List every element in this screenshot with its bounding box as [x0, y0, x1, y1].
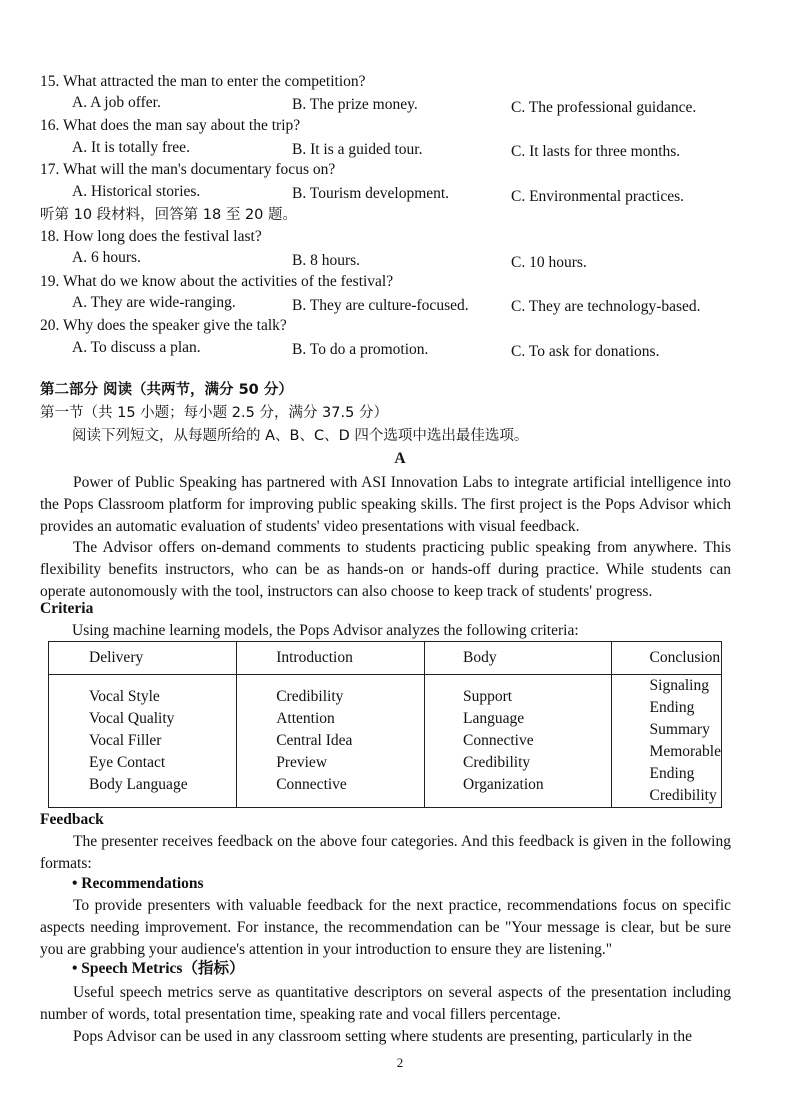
criteria-item: Credibility [463, 754, 531, 771]
recommendations-text: To provide presenters with valuable feedback for the next practice, recommendations focus on specific aspects needing improvement. For instance, the recommendation can be "Your message is clear, but be sure you are grabbing your audience's attention in your introduction to ensure they are listening." [40, 897, 731, 958]
criteria-item: Summary [649, 721, 710, 738]
body-cell [425, 675, 612, 808]
q19-option-a: A. They are wide-ranging. [72, 294, 236, 311]
passage-paragraph-1: Power of Public Speaking has partnered with ASI Innovation Labs to integrate artificial intelligence into the Pops Classroom platform for improving public speaking skills. The first project is the Pops Advisor which provides an automatic evaluation of students' video presentations with visual feedback. [40, 474, 731, 535]
criteria-item: Connective [463, 732, 534, 749]
criteria-table-row [49, 675, 722, 808]
q18-option-b: B. 8 hours. [292, 252, 361, 269]
q20-option-c: C. To ask for donations. [511, 343, 660, 360]
feedback-intro: The presenter receives feedback on the above four categories. And this feedback is given in the following formats: [40, 833, 731, 872]
criteria-table [48, 641, 722, 808]
recommendations-heading: • Recommendations [72, 875, 204, 892]
q20-option-a: A. To discuss a plan. [72, 339, 201, 356]
q19-option-c: C. They are technology-based. [511, 298, 701, 315]
introduction-cell [237, 675, 425, 808]
criteria-item: Organization [463, 776, 544, 793]
page-number: 2 [396, 1055, 404, 1070]
criteria-item: Central Idea [276, 732, 353, 749]
delivery-cell [49, 675, 237, 808]
q20-option-b: B. To do a promotion. [292, 341, 429, 358]
question-15: 15. What attracted the man to enter the competition? [40, 73, 366, 90]
reading-section-title: 第一节（共 15 小题；每小题 2.5 分，满分 37.5 分） [40, 405, 388, 421]
closing-paragraph: Pops Advisor can be used in any classroom setting where students are presenting, particularly in the [73, 1028, 692, 1045]
q17-option-b: B. Tourism development. [292, 185, 450, 202]
criteria-item: Body Language [89, 776, 188, 793]
criteria-item: Signaling Ending [649, 677, 709, 716]
speech-metrics-heading: • Speech Metrics（指标） [72, 960, 245, 977]
question-16: 16. What does the man say about the trip? [40, 117, 301, 134]
criteria-item: Vocal Quality [89, 710, 175, 727]
q18-option-c: C. 10 hours. [511, 254, 587, 271]
q17-option-a: A. Historical stories. [72, 183, 201, 200]
speech-metrics-text: Useful speech metrics serve as quantitative descriptors on several aspects of the presentation including number of words, total presentation time, speaking rate and vocal fillers percentage. [40, 984, 731, 1023]
q19-option-b: B. They are culture-focused. [292, 297, 469, 314]
passage-label: A [394, 450, 406, 467]
question-17: 17. What will the man's documentary focus on? [40, 161, 336, 178]
criteria-item: Attention [276, 710, 335, 727]
criteria-item: Vocal Filler [89, 732, 162, 749]
q18-option-a: A. 6 hours. [72, 249, 141, 266]
q16-option-c: C. It lasts for three months. [511, 143, 681, 160]
criteria-item: Vocal Style [89, 688, 160, 705]
criteria-item: Credibility [649, 787, 717, 804]
header-conclusion: Conclusion [611, 642, 721, 675]
question-18: 18. How long does the festival last? [40, 228, 262, 245]
conclusion-cell [611, 675, 721, 808]
reading-instruction: 阅读下列短文，从每题所给的 A、B、C、D 四个选项中选出最佳选项。 [72, 428, 529, 444]
criteria-item: Eye Contact [89, 754, 166, 771]
feedback-heading: Feedback [40, 811, 104, 828]
q17-option-c: C. Environmental practices. [511, 188, 685, 205]
criteria-heading: Criteria [40, 600, 94, 617]
header-introduction: Introduction [237, 642, 425, 675]
criteria-item: Language [463, 710, 525, 727]
header-body: Body [425, 642, 612, 675]
listening-instruction-10: 听第 10 段材料，回答第 18 至 20 题。 [40, 207, 298, 223]
criteria-item: Memorable Ending [649, 743, 721, 782]
criteria-item: Support [463, 688, 513, 705]
criteria-intro: Using machine learning models, the Pops Advisor analyzes the following criteria: [72, 622, 579, 639]
q15-option-b: B. The prize money. [292, 96, 418, 113]
question-19: 19. What do we know about the activities of the festival? [40, 273, 394, 290]
q16-option-b: B. It is a guided tour. [292, 141, 423, 158]
q15-option-c: C. The professional guidance. [511, 99, 697, 116]
criteria-item: Credibility [276, 688, 344, 705]
q15-option-a: A. A job offer. [72, 94, 161, 111]
criteria-table-header-row [49, 642, 722, 675]
header-delivery: Delivery [49, 642, 237, 675]
q16-option-a: A. It is totally free. [72, 139, 190, 156]
criteria-item: Connective [276, 776, 347, 793]
reading-part-title: 第二部分 阅读（共两节，满分 50 分） [40, 382, 293, 398]
criteria-item: Preview [276, 754, 328, 771]
question-20: 20. Why does the speaker give the talk? [40, 317, 287, 334]
passage-paragraph-2: The Advisor offers on-demand comments to students practicing public speaking from anywhere. This flexibility benefits instructors, who can be as hands-on or hands-off during practice. While students can operate autonomously with the tool, instructors can also choose to keep track of students' progress. [40, 539, 731, 600]
